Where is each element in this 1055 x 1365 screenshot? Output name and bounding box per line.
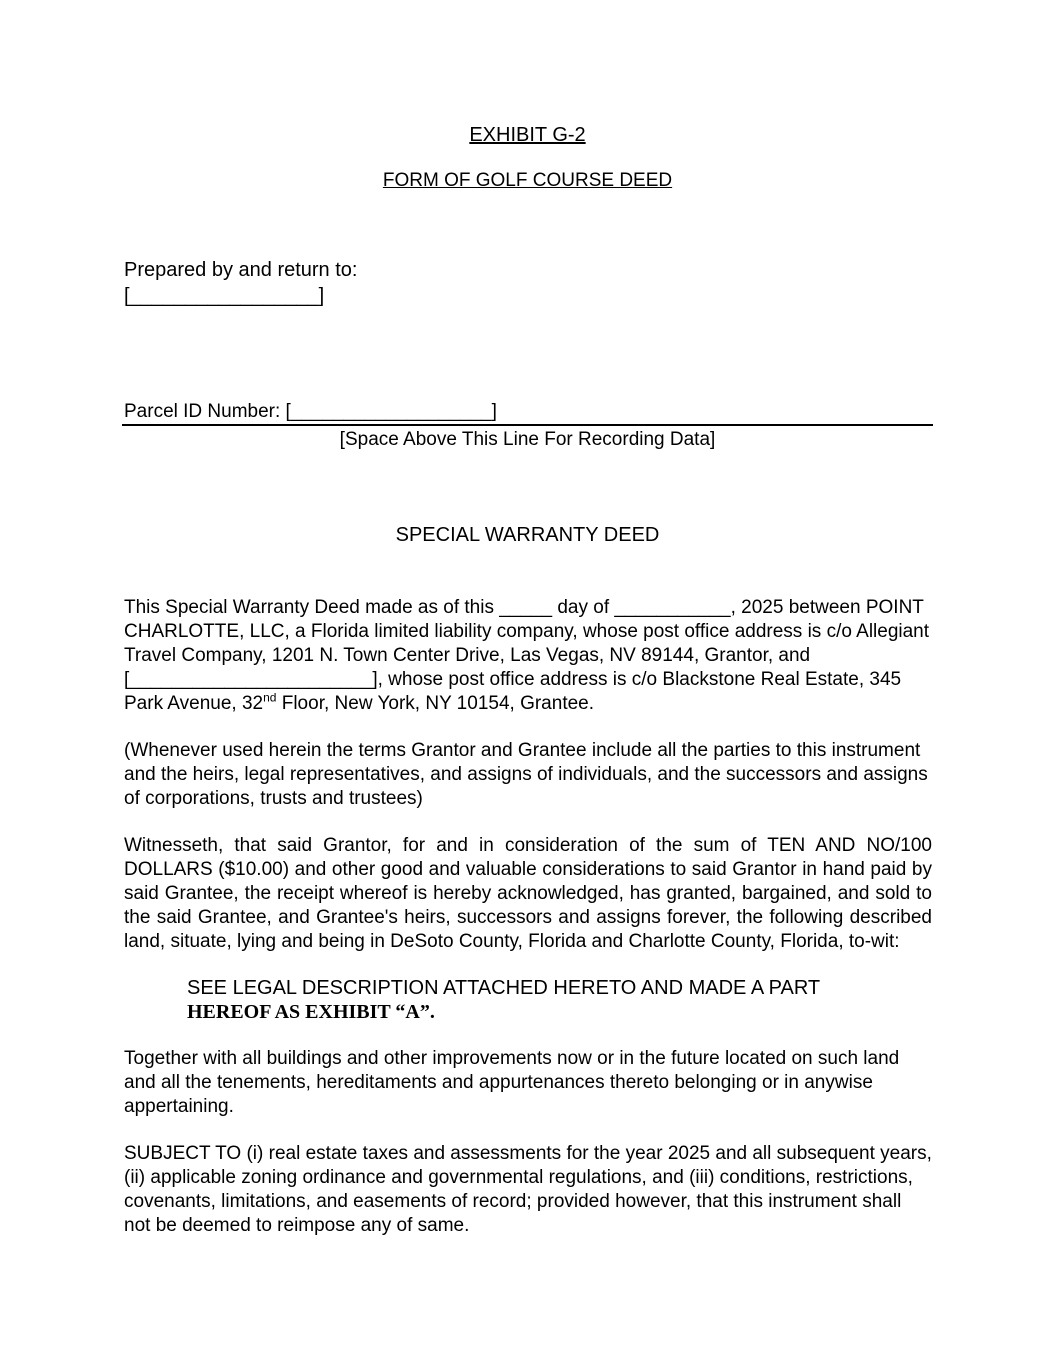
- intro-text-part2: Floor, New York, NY 10154, Grantee.: [276, 693, 595, 714]
- intro-text-part1: This Special Warranty Deed made as of this _____ day of ___________, 2025 between POINT CHARLOTTE, LLC, a Florida limited liability company, whose post office address is c/o Allegiant Travel Company, 1201 N. Town Center Drive, Las Vegas, NV 89144, Grantor, and [_______________________], whose post office address is c/o Blackstone Real Estate, 345 Park Avenue, 32: [124, 597, 930, 714]
- recording-data-note: [Space Above This Line For Recording Data]: [339, 429, 716, 450]
- subject-to-paragraph: SUBJECT TO (i) real estate taxes and assessments for the year 2025 and all subsequent years, (ii) applicable zoning ordinance and governmental regulations, and (iii) conditions, restrictions, covenants, limitations, and easements of record; provided however, that this instrument shall not be deemed to reimpose any of same.: [124, 1143, 932, 1236]
- ordinal-suffix: nd: [263, 690, 277, 705]
- exhibit-heading: EXHIBIT G-2: [469, 124, 586, 146]
- parcel-id-line: Parcel ID Number: [___________________]: [124, 401, 497, 422]
- form-title: FORM OF GOLF COURSE DEED: [382, 170, 673, 191]
- deed-title: SPECIAL WARRANTY DEED: [395, 524, 660, 546]
- intro-paragraph: [124, 596, 932, 716]
- legal-description-line2: HEREOF AS EXHIBIT “A”.: [187, 1001, 435, 1023]
- together-paragraph: Together with all buildings and other improvements now or in the future located on such land and all the tenements, hereditaments and appurtenances thereto belonging or in anywise appertaining.: [124, 1048, 900, 1117]
- prepared-by-label: Prepared by and return to:: [124, 259, 358, 281]
- prepared-by-blank: [_________________]: [124, 285, 325, 307]
- legal-description-line1: SEE LEGAL DESCRIPTION ATTACHED HERETO AND MADE A PART: [187, 977, 821, 999]
- recording-divider: [122, 424, 933, 426]
- definitions-paragraph: (Whenever used herein the terms Grantor and Grantee include all the parties to this instrument and the heirs, legal representatives, and assigns of individuals, and the successors and assigns of corporations, trusts and trustees): [124, 740, 928, 809]
- witnesseth-paragraph: Witnesseth, that said Grantor, for and in consideration of the sum of TEN AND NO/100 DOLLARS ($10.00) and other good and valuable considerations to said Grantor in hand paid by said Grantee, the receipt whereof is hereby acknowledged, has granted, bargained, and sold to the said Grantee, and Grantee's heirs, successors and assigns forever, the following described land, situate, lying and being in DeSoto County, Florida and Charlotte County, Florida, to-wit:: [124, 835, 932, 952]
